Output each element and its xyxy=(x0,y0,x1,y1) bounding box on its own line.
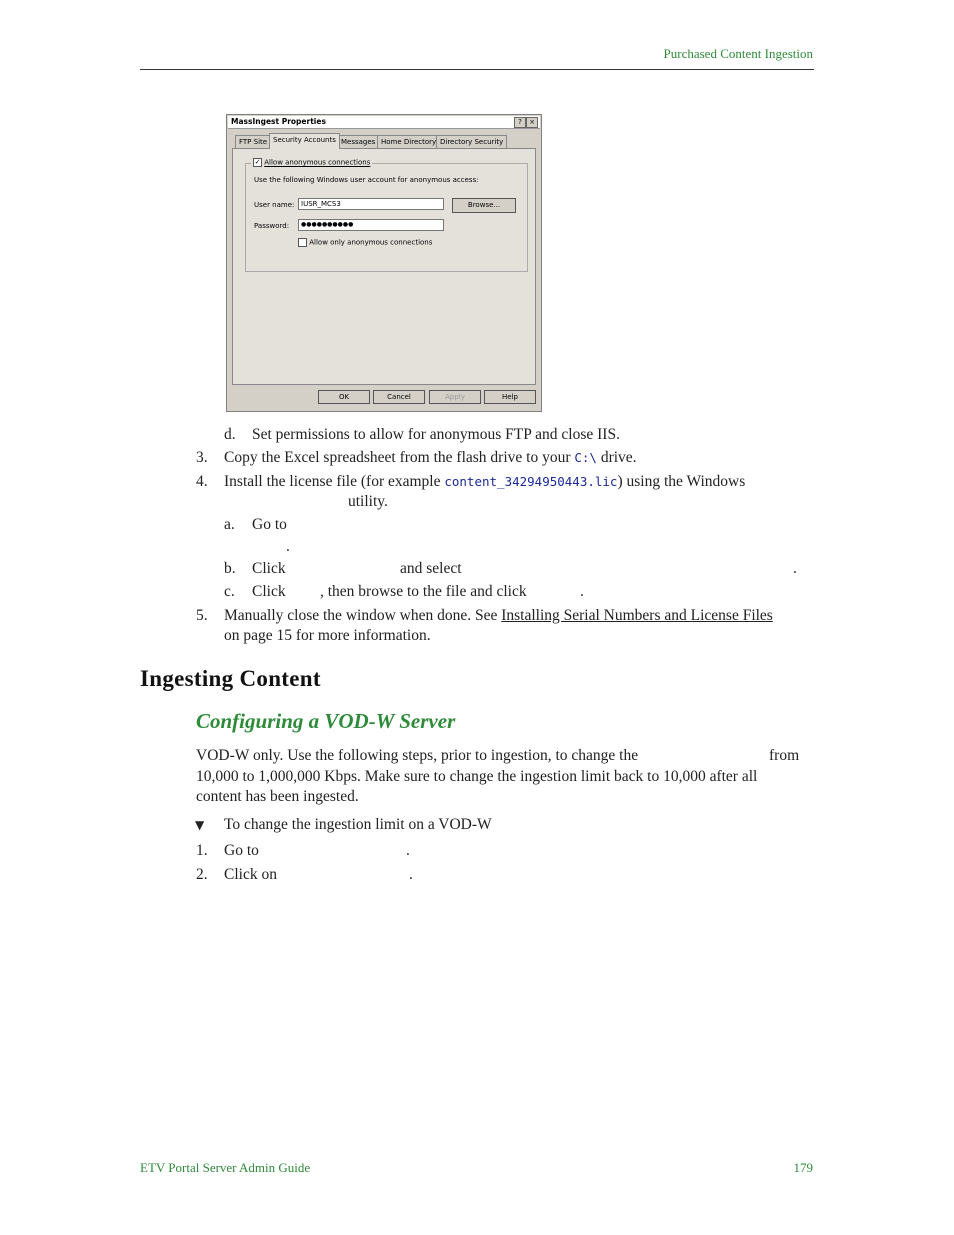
proc-step-2-text: Click on xyxy=(224,866,277,883)
serial-numbers-link[interactable]: Installing Serial Numbers and License Files xyxy=(501,607,773,624)
footer-guide-title: ETV Portal Server Admin Guide xyxy=(140,1160,311,1175)
tab-security-accounts[interactable]: Security Accounts xyxy=(269,133,340,149)
dialog-title: MassIngest Properties xyxy=(231,117,326,126)
para-line2: 10,000 to 1,000,000 Kbps. Make sure to change the ingestion limit back to 10,000 after all xyxy=(196,768,758,785)
username-label: User name: xyxy=(254,201,295,209)
ftp-properties-dialog xyxy=(226,114,542,412)
running-header: Purchased Content Ingestion xyxy=(663,46,813,61)
subsection-heading: Configuring a VOD-W Server xyxy=(196,709,456,733)
step-c-number: c. xyxy=(224,583,235,600)
cancel-button[interactable]: Cancel xyxy=(373,390,425,404)
step-b-click: Click xyxy=(252,560,286,577)
allow-only-anon-row[interactable] xyxy=(298,238,432,247)
step-3-text: Copy the Excel spreadsheet from the flash drive to your C:\ drive. xyxy=(224,449,637,466)
apply-button[interactable]: Apply xyxy=(429,390,481,404)
tab-directory-security[interactable]: Directory Security xyxy=(436,135,507,148)
procedure-title: To change the ingestion limit on a VOD-W xyxy=(224,816,492,833)
security-accounts-panel xyxy=(232,148,536,385)
help-button[interactable]: Help xyxy=(484,390,536,404)
proc-step-1-number: 1. xyxy=(196,842,208,859)
step-d-number: d. xyxy=(224,426,236,443)
footer-page-number: 179 xyxy=(793,1160,813,1175)
license-file-code: content_34294950443.lic xyxy=(444,474,618,489)
allow-anon-checkbox[interactable]: ✓ xyxy=(254,158,261,166)
use-account-text: Use the following Windows user account for anonymous access: xyxy=(254,176,479,184)
password-label: Password: xyxy=(254,222,290,230)
procedure-triangle-icon: ▼ xyxy=(195,818,205,832)
tab-messages[interactable]: Messages xyxy=(337,135,379,148)
step-a-text: Go to xyxy=(252,516,287,533)
step-b-period: . xyxy=(793,560,797,577)
anonymous-group xyxy=(245,158,528,272)
step-c-period: . xyxy=(580,583,584,600)
step-4-text: Install the license file (for example content_34294950443.lic) using the Windows xyxy=(224,473,746,490)
ok-button[interactable]: OK xyxy=(318,390,370,404)
step-a-number: a. xyxy=(224,516,235,533)
allow-only-anon-checkbox[interactable] xyxy=(298,238,307,247)
help-icon[interactable]: ? xyxy=(514,117,526,128)
username-input[interactable]: IUSR_MCS3 xyxy=(298,198,444,210)
proc-step-2-period: . xyxy=(409,866,413,883)
proc-step-2-number: 2. xyxy=(196,866,208,883)
tab-home-directory[interactable]: Home Directory xyxy=(377,135,440,148)
step-b-select: and select xyxy=(400,560,462,577)
para-line1-a: VOD-W only. Use the following steps, prior to ingestion, to change the xyxy=(196,747,639,764)
allow-only-anon-label: Allow only anonymous connections xyxy=(309,238,433,247)
browse-button[interactable]: Browse... xyxy=(452,198,516,213)
allow-anon-row[interactable] xyxy=(251,158,372,167)
step-5-line2: on page 15 for more information. xyxy=(224,627,431,644)
close-icon[interactable]: × xyxy=(526,117,538,128)
section-heading: Ingesting Content xyxy=(140,666,321,691)
step-b-number: b. xyxy=(224,560,236,577)
para-line3: content has been ingested. xyxy=(196,788,359,805)
allow-anon-label: Allow anonymous connections xyxy=(264,158,371,167)
password-input[interactable]: ●●●●●●●●●● xyxy=(298,219,444,231)
step-4-number: 4. xyxy=(196,473,208,490)
tab-ftp-site[interactable]: FTP Site xyxy=(235,135,271,148)
step-c-rest: , then browse to the file and click xyxy=(320,583,527,600)
step-5-number: 5. xyxy=(196,607,208,624)
para-line1-b: from xyxy=(769,747,800,764)
proc-step-1-period: . xyxy=(406,842,410,859)
step-3-number: 3. xyxy=(196,449,208,466)
drive-path-code: C:\ xyxy=(574,450,597,465)
step-5-text: Manually close the window when done. See Installing Serial Numbers and License Files xyxy=(224,607,773,624)
step-4-line2: utility. xyxy=(348,493,388,510)
step-d-text: Set permissions to allow for anonymous FTP and close IIS. xyxy=(252,426,620,443)
dialog-titlebar xyxy=(228,116,540,129)
header-rule xyxy=(140,69,814,70)
proc-step-1-text: Go to xyxy=(224,842,259,859)
step-a-line2: . xyxy=(286,538,290,555)
step-c-click: Click xyxy=(252,583,286,600)
